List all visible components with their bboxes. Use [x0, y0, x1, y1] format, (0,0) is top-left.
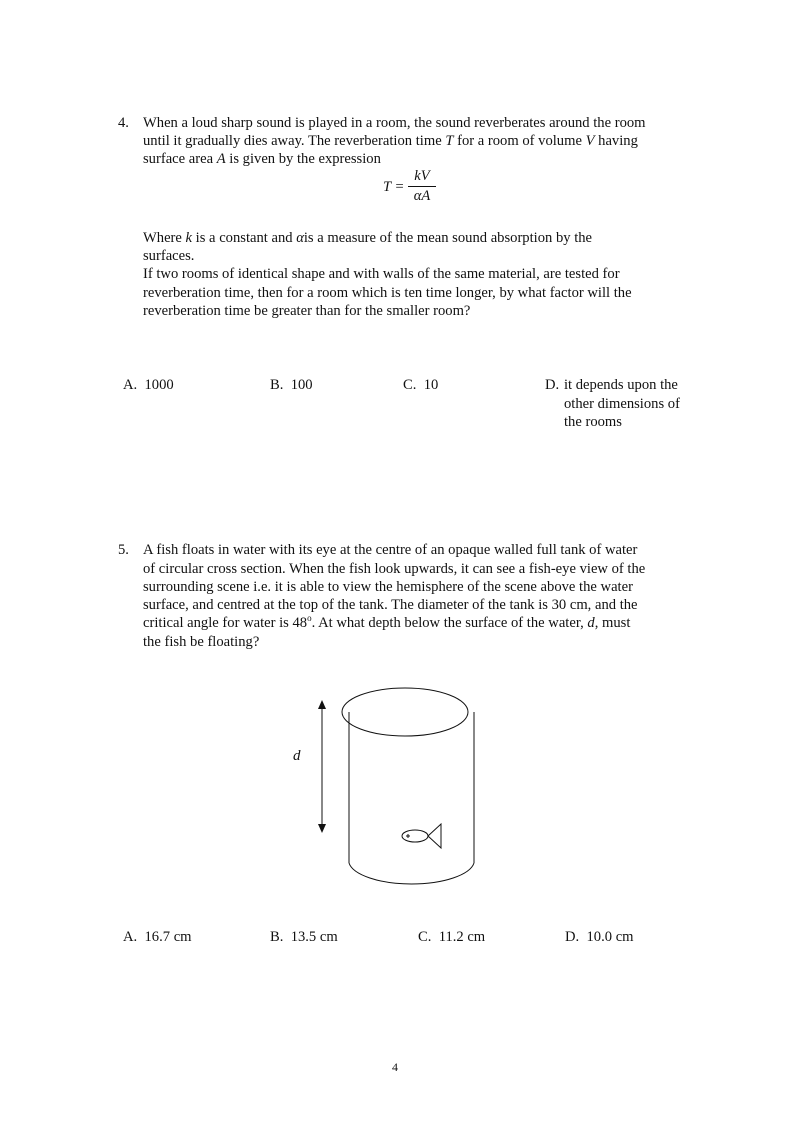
question-text-line	[143, 150, 381, 168]
question-text-line: When a loud sharp sound is played in a room, the sound reverberates around the room	[143, 115, 646, 131]
question-text-line: If two rooms of identical shape and with walls of the same material, are tested for	[143, 266, 620, 282]
page-number: 4	[392, 1060, 398, 1074]
question-text-line: surfaces.	[143, 248, 195, 264]
fish-icon	[402, 824, 441, 848]
variable-T: T	[445, 133, 454, 149]
option-label: D.	[545, 377, 560, 393]
option-label: C.	[418, 929, 432, 945]
option-a[interactable]	[123, 928, 192, 946]
question-text-line: of circular cross section. When the fish look upwards, it can see a fish-eye view of the	[143, 561, 646, 577]
option-label: C.	[403, 377, 417, 393]
option-c[interactable]	[418, 928, 485, 946]
question-text-line	[143, 614, 630, 632]
formula-denominator: αA	[413, 188, 431, 204]
fraction-bar	[408, 186, 436, 187]
question-text-line: the fish be floating?	[143, 634, 260, 650]
text-run: having	[594, 133, 638, 149]
option-label: B.	[270, 377, 284, 393]
variable-d: d	[587, 615, 595, 631]
option-a[interactable]	[123, 376, 174, 394]
question-text-line	[143, 229, 592, 247]
tank-diagram-svg	[280, 680, 500, 900]
question-text-line: reverberation time be greater than for the smaller room?	[143, 303, 471, 319]
option-text: 11.2 cm	[438, 929, 486, 945]
question-number: 4.	[118, 115, 129, 131]
text-run: , must	[594, 615, 631, 631]
option-text: 16.7 cm	[144, 929, 192, 945]
variable-A: A	[216, 151, 226, 167]
option-c[interactable]	[403, 376, 438, 394]
tank-bottom-arc	[349, 863, 474, 884]
text-run: surface area	[143, 151, 217, 167]
option-text: 10.0 cm	[586, 929, 634, 945]
option-text: 100	[290, 377, 313, 393]
option-label: A.	[123, 377, 138, 393]
option-text: other dimensions of	[564, 396, 680, 412]
text-run: is given by the expression	[225, 151, 381, 167]
variable-alpha: α	[296, 230, 304, 246]
option-label: B.	[270, 929, 284, 945]
text-run: critical angle for water is 48	[143, 615, 308, 631]
arrow-down-icon	[318, 824, 326, 833]
formula-numerator: kV	[414, 168, 430, 184]
variable-k: k	[185, 230, 193, 246]
tank-diagram	[280, 680, 500, 900]
depth-label: d	[293, 748, 301, 764]
arrow-up-icon	[318, 700, 326, 709]
question-text-line: surface, and centred at the top of the tank. The diameter of the tank is 30 cm, and the	[143, 597, 638, 613]
degree-symbol: o	[307, 613, 312, 624]
question-text-line: A fish floats in water with its eye at the centre of an opaque walled full tank of water	[143, 542, 638, 558]
option-text: 10	[423, 377, 439, 393]
option-b[interactable]	[270, 376, 313, 394]
option-d[interactable]	[545, 376, 680, 430]
tank-top-ellipse	[342, 688, 468, 736]
option-text: 13.5 cm	[290, 929, 338, 945]
formula-lhs: T =	[383, 179, 405, 195]
variable-V: V	[585, 133, 595, 149]
option-label: A.	[123, 929, 138, 945]
text-run: . At what depth below the surface of the water,	[311, 615, 588, 631]
text-run: Where	[143, 230, 186, 246]
option-label: D.	[565, 929, 580, 945]
text-run: until it gradually dies away. The reverberation time	[143, 133, 446, 149]
question-text-line	[143, 132, 638, 150]
option-text: it depends upon the	[564, 377, 678, 393]
option-text: 1000	[144, 377, 174, 393]
text-run: for a room of volume	[453, 133, 586, 149]
question-number: 5.	[118, 542, 129, 558]
text-run: is a constant and	[192, 230, 297, 246]
option-d[interactable]	[565, 928, 634, 946]
question-text-line: reverberation time, then for a room which is ten time longer, by what factor will the	[143, 285, 632, 301]
question-text-line: surrounding scene i.e. it is able to view the hemisphere of the scene above the water	[143, 579, 633, 595]
option-b[interactable]	[270, 928, 338, 946]
formula-fraction	[408, 168, 436, 205]
text-run: is a measure of the mean sound absorption by the	[303, 230, 593, 246]
option-text: the rooms	[564, 414, 622, 430]
